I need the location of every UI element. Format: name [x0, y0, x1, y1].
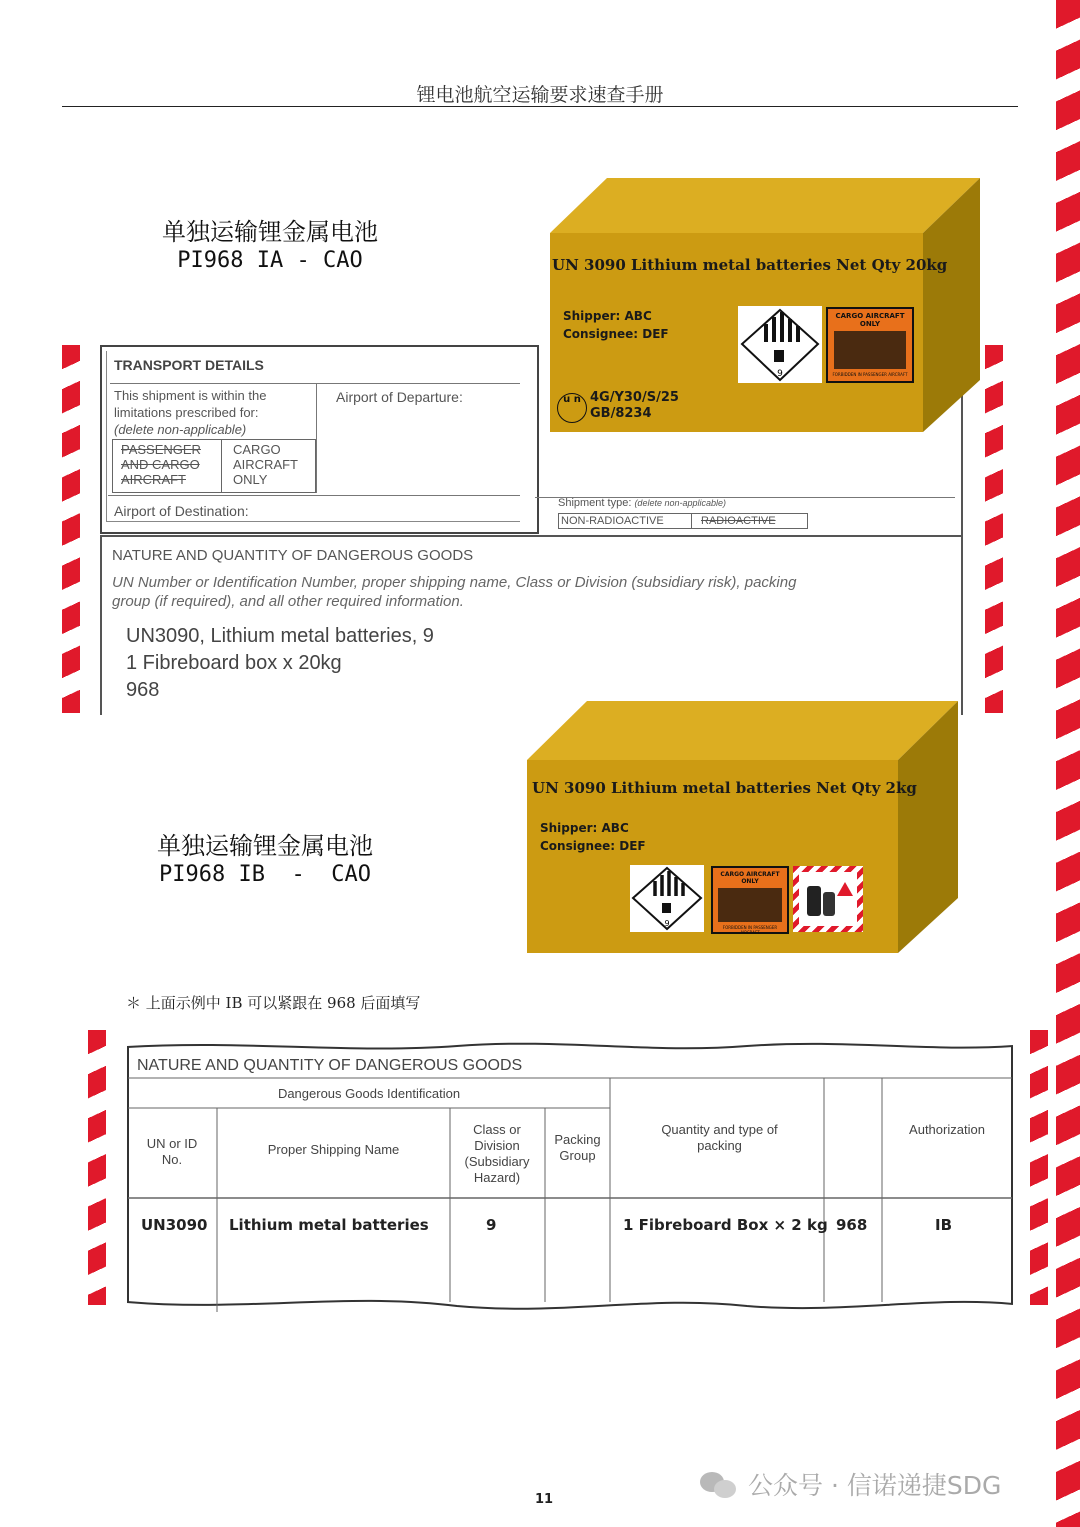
table-heading: NATURE AND QUANTITY OF DANGEROUS GOODS	[137, 1057, 523, 1074]
wechat-icon	[700, 1468, 740, 1498]
shipment-type-choice: NON-RADIOACTIVE RADIOACTIVE	[558, 513, 808, 529]
passenger-option-struck: PASSENGER AND CARGO AIRCRAFT	[121, 442, 201, 487]
row-qty: 1 Fibreboard Box × 2 kg	[623, 1216, 828, 1234]
un-packaging-symbol: u n	[557, 393, 587, 423]
section1-title: 单独运输锂金属电池	[162, 218, 378, 246]
box2-parties: Shipper: ABC Consignee: DEF	[540, 821, 646, 853]
svg-text:9: 9	[664, 919, 670, 928]
shipment-type-label: Shipment type: (delete non-applicable)	[558, 497, 726, 509]
limitations-text: This shipment is within the limitations prescribed for: (delete non-applicable)	[114, 388, 267, 437]
box2-mark: UN 3090 Lithium metal batteries Net Qty 2kg	[532, 779, 917, 797]
header-rule	[62, 106, 1018, 107]
airport-departure-label: Airport of Departure:	[336, 389, 463, 405]
col-class-header: Class or Division (Subsidiary Hazard)	[464, 1122, 530, 1185]
row-un: UN3090	[141, 1216, 208, 1234]
hazard-border-form-right	[985, 345, 1003, 713]
col-pg-header: Packing Group	[554, 1132, 601, 1163]
hazard-border-form-left	[62, 345, 80, 713]
dgi-header: Dangerous Goods Identification	[277, 1086, 461, 1101]
col-auth-header: Authorization	[909, 1122, 985, 1137]
page-number: 11	[534, 1492, 554, 1507]
section2-title: 单独运输锂金属电池	[157, 832, 373, 860]
col-qty-header: Quantity and type of packing	[661, 1122, 778, 1153]
airport-destination-label: Airport of Destination:	[114, 503, 249, 519]
lithium-battery-mark-icon	[793, 866, 863, 932]
hazard-border-table-left	[88, 1030, 106, 1305]
box1-mark: UN 3090 Lithium metal batteries Net Qty 20kg	[552, 256, 948, 274]
nature-heading: NATURE AND QUANTITY OF DANGEROUS GOODS	[112, 547, 474, 564]
box1-parties: Shipper: ABC Consignee: DEF	[563, 309, 669, 341]
hazard-border-right	[1056, 0, 1080, 1527]
section2-subtitle: PI968 IB - CAO	[159, 862, 371, 887]
dg-declaration-table	[127, 1040, 1013, 1315]
ib-note: ＊ 上面示例中 IB 可以紧跟在 968 后面填写	[126, 994, 421, 1012]
row-class: 9	[486, 1216, 497, 1234]
nature-entry: UN3090, Lithium metal batteries, 9 1 Fibreboard box x 20kg 968	[126, 625, 434, 701]
svg-text:9: 9	[777, 369, 783, 379]
nature-instructions: UN Number or Identification Number, proper shipping name, Class or Division (subsidiary risk), packing group (if required), and all other required information.	[112, 574, 797, 610]
page-header: 锂电池航空运输要求速查手册	[416, 84, 664, 106]
hazard-border-table-right	[1030, 1030, 1048, 1305]
col-psn-header: Proper Shipping Name	[267, 1142, 400, 1157]
row-auth: IB	[935, 1216, 953, 1234]
row-pi: 968	[836, 1216, 868, 1234]
col-un-header: UN or ID No.	[146, 1136, 198, 1167]
transport-heading: TRANSPORT DETAILS	[114, 357, 264, 373]
cargo-only-option: CARGO AIRCRAFT ONLY	[233, 442, 298, 487]
cargo-aircraft-only-label-icon: CARGO AIRCRAFT ONLY FORBIDDEN IN PASSENGER AIRCRAFT	[826, 307, 914, 383]
row-psn: Lithium metal batteries	[229, 1216, 429, 1234]
un-packaging-code: 4G/Y30/S/25 GB/8234	[590, 390, 679, 421]
class9-label-icon	[630, 865, 704, 932]
class9-label-icon	[738, 306, 822, 383]
watermark: 公众号 · 信诺递捷SDG	[748, 1471, 1002, 1500]
cargo-aircraft-only-label-icon: CARGO AIRCRAFT ONLY FORBIDDEN IN PASSENGER AIRCRAFT	[711, 866, 789, 934]
aircraft-choice	[112, 439, 316, 493]
section1-subtitle: PI968 IA - CAO	[177, 248, 363, 273]
